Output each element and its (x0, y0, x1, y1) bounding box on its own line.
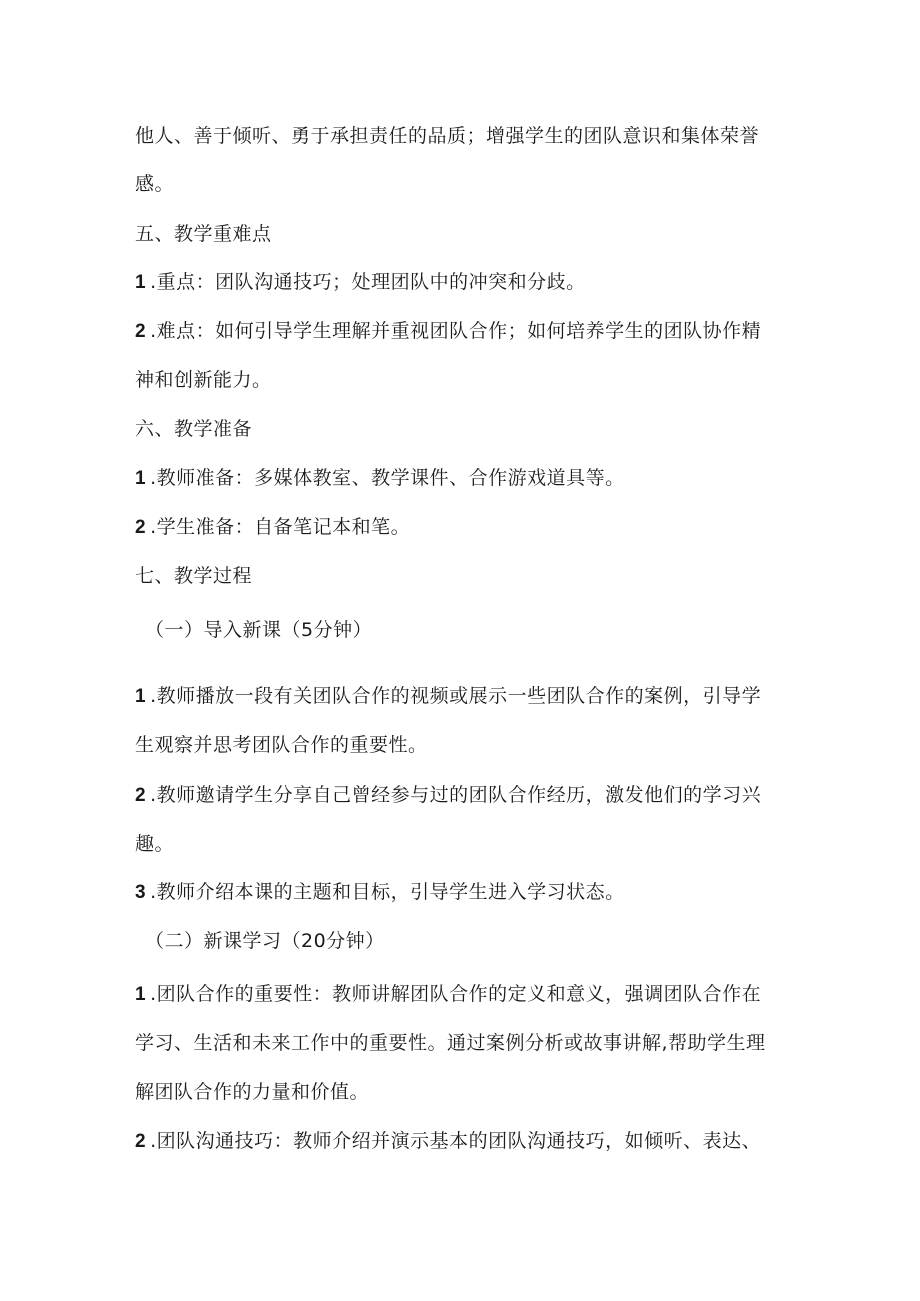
text-line (135, 124, 759, 148)
line-text: .教师邀请学生分享自己曾经参与过的团队合作经历，激发他们的学习兴 (150, 784, 762, 806)
line-text: 感。 (135, 173, 175, 195)
line-text: 七、教学过程 (135, 565, 253, 587)
line-text: （二）新课学习（20分钟） (145, 930, 385, 952)
item-number: 1 (135, 468, 147, 489)
text-line (135, 1080, 369, 1104)
item-number: 1 (135, 686, 147, 707)
line-text: .教师介绍本课的主题和目标，引导学生进入学习状态。 (150, 881, 625, 903)
list-item (135, 684, 761, 709)
line-text: 六、教学准备 (135, 418, 253, 440)
line-text: 他人、善于倾听、勇于承担责任的品质；增强学生的团队意识和集体荣誉 (135, 125, 760, 147)
line-text: .教师播放一段有关团队合作的视频或展示一些团队合作的案例，引导学 (150, 685, 762, 707)
line-text: .团队沟通技巧：教师介绍并演示基本的团队沟通技巧，如倾听、表达、 (150, 1130, 762, 1152)
item-number: 1 (135, 984, 147, 1005)
list-item (135, 982, 761, 1007)
list-item (135, 515, 410, 540)
list-item (135, 466, 625, 491)
item-number: 2 (135, 1131, 147, 1152)
line-text: .教师准备：多媒体教室、教学课件、合作游戏道具等。 (150, 467, 625, 489)
list-item (135, 270, 586, 295)
item-number: 2 (135, 517, 147, 538)
item-number: 2 (135, 321, 147, 342)
list-item (135, 1129, 761, 1154)
line-text: .团队合作的重要性：教师讲解团队合作的定义和意义，强调团队合作在 (150, 983, 762, 1005)
section-heading (135, 222, 272, 246)
line-text: .学生准备：自备笔记本和笔。 (150, 516, 411, 538)
text-line (135, 172, 174, 196)
text-line (135, 1031, 766, 1055)
line-text: .重点：团队沟通技巧；处理团队中的冲突和分歧。 (150, 271, 586, 293)
line-text: 趣。 (135, 833, 175, 855)
list-item (135, 880, 625, 905)
section-heading (135, 417, 252, 441)
text-line (135, 368, 272, 392)
line-text: 五、教学重难点 (135, 223, 272, 245)
item-number: 3 (135, 882, 147, 903)
text-line (135, 832, 174, 856)
list-item (135, 783, 761, 808)
line-text: 神和创新能力。 (135, 369, 272, 391)
line-text: .难点：如何引导学生理解并重视团队合作；如何培养学生的团队协作精 (150, 320, 762, 342)
line-text: 生观察并思考团队合作的重要性。 (135, 734, 428, 756)
section-heading (135, 564, 252, 588)
item-number: 2 (135, 785, 147, 806)
list-item (135, 319, 761, 344)
item-number: 1 (135, 272, 147, 293)
line-text: 解团队合作的力量和价值。 (135, 1081, 370, 1103)
line-text: 学习、生活和未来工作中的重要性。通过案例分析或故事讲解,帮助学生理 (135, 1032, 766, 1054)
subsection-heading (145, 929, 385, 953)
text-line (135, 733, 428, 757)
line-text: （一）导入新课（5分钟） (145, 619, 373, 641)
subsection-heading (145, 618, 372, 642)
